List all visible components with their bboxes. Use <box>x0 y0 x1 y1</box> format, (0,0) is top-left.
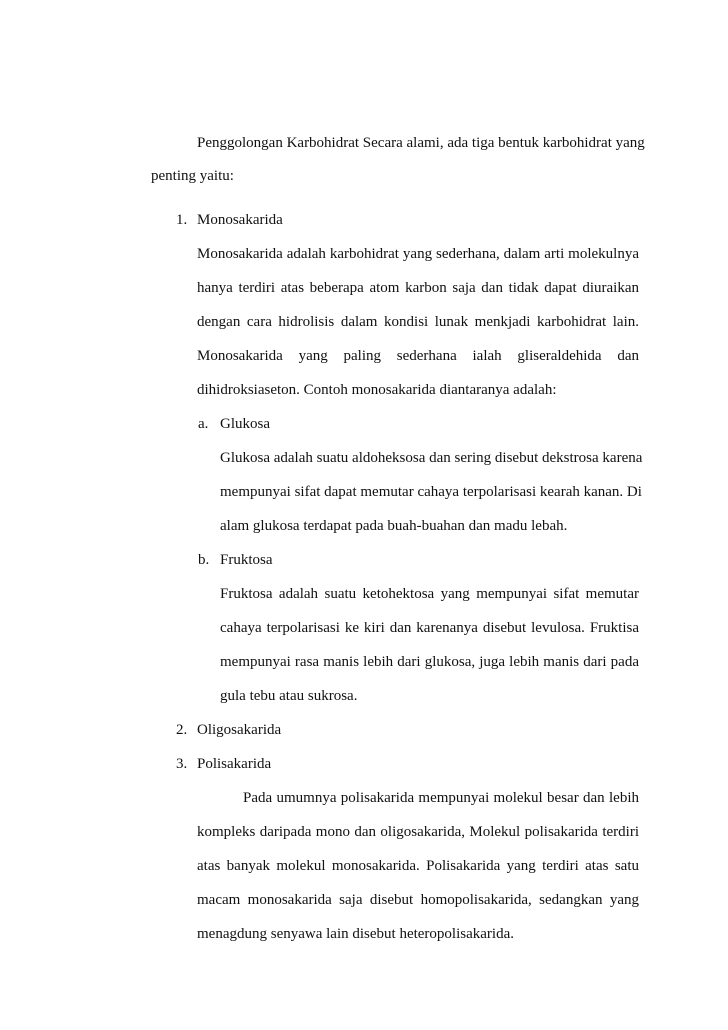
subitem-b-title: Fruktosa <box>220 552 273 568</box>
subitem-b-line-1: Fruktosa adalah suatu ketohektosa yang mempunyai sifat memutar <box>220 586 639 602</box>
section-3-line-2: kompleks daripada mono dan oligosakarida, Molekul polisakarida terdiri <box>197 824 639 840</box>
subitem-a-line-3: alam glukosa terdapat pada buah-buahan dan madu lebah. <box>220 518 568 534</box>
section-1-line-2: hanya terdiri atas beberapa atom karbon saja dan tidak dapat diuraikan <box>197 280 639 296</box>
section-3-line-3: atas banyak molekul monosakarida. Polisakarida yang terdiri atas satu <box>197 858 639 874</box>
section-1-line-5: dihidroksiaseton. Contoh monosakarida diantaranya adalah: <box>197 382 557 398</box>
section-2-title: Oligosakarida <box>197 722 282 738</box>
section-1-line-1: Monosakarida adalah karbohidrat yang sederhana, dalam arti molekulnya <box>197 246 639 262</box>
section-1-marker: 1. <box>176 212 188 228</box>
intro-line-2: penting yaitu: <box>151 168 234 184</box>
subitem-a-marker: a. <box>198 416 209 432</box>
section-3-line-5: menagdung senyawa lain disebut heteropolisakarida. <box>197 926 514 942</box>
section-3-line-4: macam monosakarida saja disebut homopolisakarida, sedangkan yang <box>197 892 639 908</box>
section-2-marker: 2. <box>176 722 188 738</box>
subitem-a-title: Glukosa <box>220 416 270 432</box>
intro-line-1: Penggolongan Karbohidrat Secara alami, ada tiga bentuk karbohidrat yang <box>197 135 645 151</box>
section-3-marker: 3. <box>176 756 188 772</box>
subitem-b-marker: b. <box>198 552 210 568</box>
subitem-a-line-1: Glukosa adalah suatu aldoheksosa dan sering disebut dekstrosa karena <box>220 450 643 466</box>
subitem-b-line-2: cahaya terpolarisasi ke kiri dan karenanya disebut levulosa. Fruktisa <box>220 620 639 636</box>
section-3-title: Polisakarida <box>197 756 272 772</box>
section-1-line-4: Monosakarida yang paling sederhana ialah gliseraldehida dan <box>197 348 639 364</box>
section-3-line-1: Pada umumnya polisakarida mempunyai molekul besar dan lebih <box>243 790 639 806</box>
subitem-a-line-2: mempunyai sifat dapat memutar cahaya terpolarisasi kearah kanan. Di <box>220 484 642 500</box>
subitem-b-line-3: mempunyai rasa manis lebih dari glukosa, juga lebih manis dari pada <box>220 654 639 670</box>
section-1-line-3: dengan cara hidrolisis dalam kondisi lunak menkjadi karbohidrat lain. <box>197 314 639 330</box>
subitem-b-line-4: gula tebu atau sukrosa. <box>220 688 358 704</box>
section-1-title: Monosakarida <box>197 212 283 228</box>
